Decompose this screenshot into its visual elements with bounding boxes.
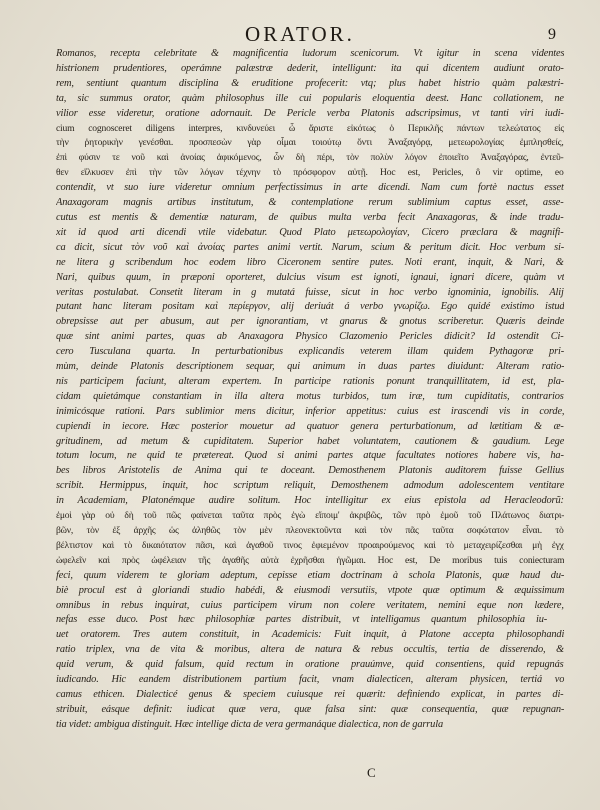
text-line: rem, sentiunt quantum disciplina & eruditione profecerit: vtq; plus habet histrio quàm palæstri- bbox=[56, 77, 564, 89]
text-line: cidam quietámque constantiam in illa altera motus turbidos, tum iræ, tum cupiditatis, contrarios bbox=[56, 390, 564, 402]
text-line: contendit, vt suo iure videretur omnium perfectissimus in arte dicendi. Nam cum fortè nactus esset bbox=[56, 182, 564, 194]
text-line: θεν εἵλκυσεν ἐπὶ τὴν τῶν λόγων τέχνην τὸ πρόσφορον αὐτῇ. Hoc est, Pericles, ô vir optime, eo bbox=[56, 167, 564, 179]
text-line: gritudinem, ad metum & cupiditatem. Superior habet voluntatem, cautionem & gaudium. Lege bbox=[56, 435, 564, 447]
text-line: nefas esse duco. Post hæc philosophiæ partes distribuit, vt intelligamus quantum philosophia iu- bbox=[56, 614, 548, 626]
signature-mark: C bbox=[367, 765, 376, 780]
text-line: feci, quum viderem te gloriam adeptum, cepisse etiam doctrinam à schola Platonis, quæ haud du- bbox=[56, 569, 564, 581]
text-line: vilior esse videretur, oratione adornauit. De Pericle verba Platonis adscripsimus, vt tanti viri iudi- bbox=[56, 107, 564, 119]
text-line: βῶν, τὸν ἐξ ἀρχῆς ὡς ἀληθῶς τὸν μὲν πλεονεκτοῦντα καὶ τὸν πᾶς ταῦτα σοφώτατον εἶναι. τὸ bbox=[56, 525, 564, 536]
text-line: τὴν ῥητορικὴν γενέσθαι. προσπεσὼν γὰρ οἶμαι τοιούτῳ ὄντι Ἀναξαγόρᾳ, μετεωρολογίας ἐμπλησθείς, bbox=[56, 137, 564, 149]
text-line: ca dicit, sicut τὸν νοῦ καὶ ἀνοίας partes animi vertit. Narum, scium & peritum dicit. Hoc verbum si- bbox=[56, 241, 564, 253]
text-line: cupiendi in iecore. Hæc posterior mouetur ad quatuor genera perturbationum, ad lætitiam & æ- bbox=[56, 420, 564, 432]
body-text bbox=[56, 47, 564, 733]
text-line: bes libros Aristotelis de Anima qui te doceant. Demosthenem Platonis auditorem fuisse Gellius bbox=[56, 465, 564, 477]
text-line: ratio triplex, vna de vita & moribus, altera de natura & rebus occultis, tertia de disserendo, & bbox=[56, 644, 564, 656]
text-line: inimicósque rationi. Pars sublimior mens dicitur, inferior appetitus: cuius est irascendi vis in corde, bbox=[56, 405, 564, 417]
text-line: mùm, deinde Platonis descriptionem sequar, qui animum in duas partes diuidunt: Alteram ratio- bbox=[56, 361, 564, 373]
text-line: camus ethicen. Dialecticé genus & speciem cuiusque rei quærit: definiendo explicat, in partes di- bbox=[56, 688, 564, 700]
text-line: omnibus in rebus inquirat, cuius participem virum non colere veritatem, nemini eque non lædere, bbox=[56, 599, 564, 611]
text-line: histrionem prudentiores, operámne palæstræ dederit, intelligunt: ita qui dicentem audiunt orato- bbox=[56, 62, 564, 74]
text-line: stribuit, eásque definit: iudicat quæ vera, quæ falsa sint: quæ consequentia, quæ repugnan- bbox=[56, 703, 564, 715]
text-line: Romanos, recepta celebritate & magnificentia ludorum scenicorum. Vt igitur in scena videntes bbox=[56, 48, 564, 59]
text-line: cutus est mentis & dementiæ naturam, de quibus multa verba fecit Anaxagoras, & inde tradu- bbox=[56, 211, 564, 223]
text-line: cium cognosceret diligens interpres, κινδυνεύει ὦ ἄριστε εἰκότως ὁ Περικλῆς πάντων τελεώτατος εἰς bbox=[56, 122, 564, 134]
text-line: obrepsisse aut per abusum, aut per ignorantiam, vt gnarus & gnotus scriberetur. Quæris deinde bbox=[56, 316, 564, 328]
text-line: putant hanc literam positam καὶ περίεργον, alij deriuát á verbo γνωρίζω. Ego quidé existimo istud bbox=[56, 301, 564, 313]
text-line: totum locum, ne quid te prætereat. Quod si animi partes atque facultates notiores habere vis, ha- bbox=[56, 450, 564, 462]
text-line: nis participem faciunt, alteram expertem. In participe rationis ponunt tranquillitatem, id est, pla- bbox=[56, 375, 564, 387]
text-line: biè procul est à gloriandi studio habédi, & eiusmodi versutiis, vtpote quæ optimum & æquissimum bbox=[56, 584, 564, 596]
text-line: Anaxagoram magnis artibus institutum, & contemplatione rerum sublimium captus esset, asse- bbox=[56, 197, 564, 209]
text-line: βέλτιστον καὶ τὸ δικαιότατον πᾶσι, καὶ ἀγαθοῦ τινος ἐφιεμένον προαιρούμενος καὶ τὸ μεταχειρίζεσθαι μὴ ἐγχ bbox=[56, 539, 564, 551]
text-line: veritas postulabat. Consetit literam in g mutatá fuisse, sicut in hoc verbo ignominia, ignobilis. Alij bbox=[56, 286, 564, 298]
text-line: uet oratorem. Tres autem constituit, in Academicis: Fuit inquit, à Platone accepta philosophandi bbox=[56, 629, 564, 641]
text-line: ἐμοὶ γὰρ οὐ δὴ τοῦ πῶς φαίνεται ταῦτα πρὸς ἐγὼ εἴποιμ' ἀκριβῶς, τῶν πρὸ ἐμοῦ τοῦ Πλάτωνος διατρι- bbox=[56, 510, 564, 522]
text-line: cero Tusculana quarta. In perturbationibus explicandis veterem illam quidem Pythagoræ pri- bbox=[56, 346, 564, 358]
text-line: quid verum, & quid falsum, quid rectum in oratione prauúmve, quid consentiens, quid repugnás bbox=[56, 659, 564, 671]
text-line: in Academiam, Platonémque audire solitum. Hoc intelligitur ex eius epistola ad Heracleodorũ: bbox=[56, 495, 564, 507]
text-line: ὠφελεῖν καὶ πρὸς ὠφέλειαν τῆς ἀγαθῆς αὐτὰ ἐχρῆσθαι ἡγῶμαι. Hoc est, De moribus tuis coniecturam bbox=[56, 554, 564, 566]
text-line: ta, sic summus orator, quàm philosophus ille cui popularis eloquentia deest. Hanc collationem, ne bbox=[56, 92, 564, 104]
text-line: tia videt: ambigua distinguit. Hæc intellige dicta de vera germanáque dialectica, non de garrula bbox=[56, 718, 444, 730]
text-line: ne litera g scribendum hoc eodem libro Ciceronem sentire putes. Noti erant, inquit, & Nari, & bbox=[56, 256, 564, 268]
text-line: Nari, quibus quum, in præponi oporteret, dulcius visum est ignoti, ignaui, ignari dicere, quàm vt bbox=[56, 271, 564, 283]
page-number: 9 bbox=[548, 26, 556, 43]
text-line: ἐπὶ φύσιν τε νοῦ καὶ ἀνοίας ἀφικόμενος, ὧν δὴ πέρι, τὸν πολὺν λόγον ἐποιεῖτο Ἀναξαγόρας, ἐντεῦ- bbox=[56, 152, 564, 164]
text-line: quæ sint animi partes, quas ab Anaxagora Physico Clazomenio Pericles didicit? Id ostendit Ci- bbox=[56, 331, 564, 343]
running-head-title: ORATOR. bbox=[245, 22, 355, 46]
text-line: xit id quod arti dicendi vtile videbatur. Quod Plato μετεωρολογίαν, Cicero præclara & magnifi- bbox=[56, 226, 564, 238]
text-line: iudicando. Hic eandem distributionem partium facit, vnam dialecticen, alteram physicen, tertiá vo bbox=[56, 674, 564, 686]
text-line: scribit. Hermippus, inquit, hoc scriptum reliquit, Demosthenem admodum adolescentem ventitare bbox=[56, 480, 564, 492]
